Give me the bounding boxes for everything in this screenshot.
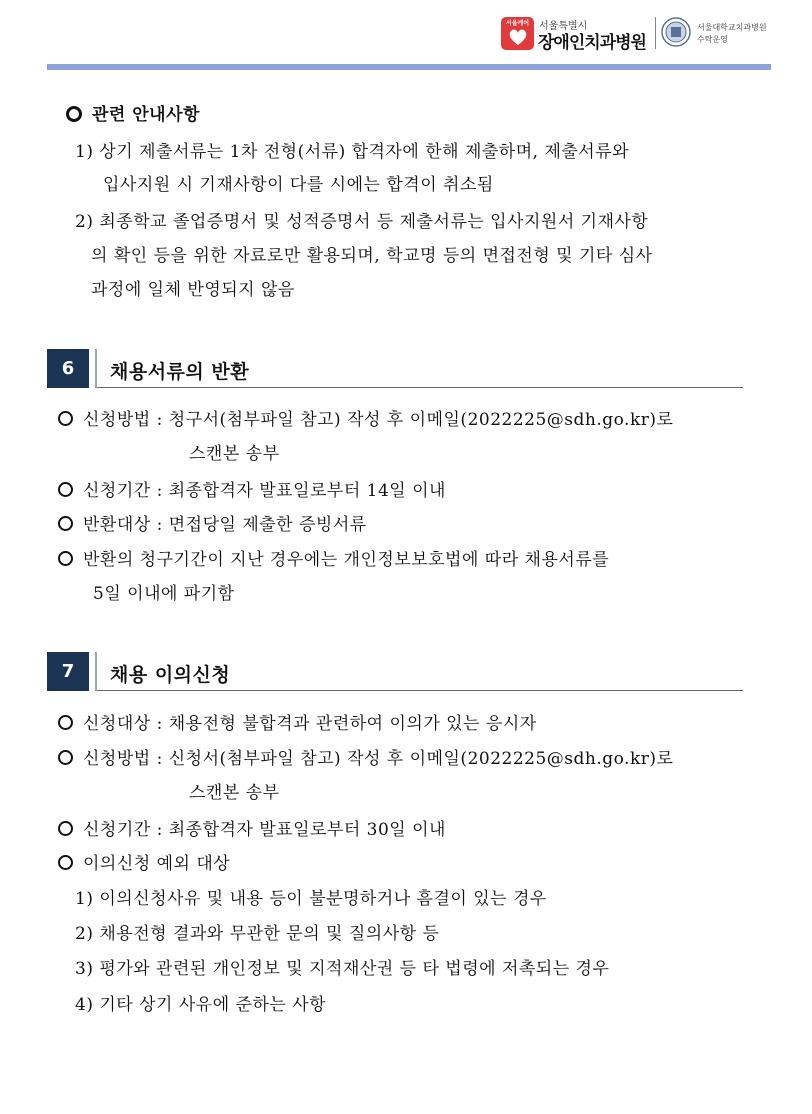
section7-b3-text: 신청기간 : 최종합격자 발표일로부터 30일 이내: [83, 820, 446, 840]
notice-title: 관련 안내사항: [92, 105, 200, 125]
section6-bar: [95, 349, 97, 388]
logo-hospital-name: 장애인치과병원: [538, 33, 646, 53]
circle-bullet-icon: [58, 715, 73, 730]
page-header: [0, 0, 812, 64]
university-seal-icon: [661, 17, 691, 47]
section7-title: 채용 이의신청: [110, 664, 231, 686]
circle-bullet-icon: [58, 516, 73, 531]
notice-item2-line3: 과정에 일체 반영되지 않음: [91, 280, 295, 300]
circle-bullet-icon: [58, 411, 73, 426]
section6-title: 채용서류의 반환: [110, 361, 250, 383]
section6-bullet-2: [58, 476, 446, 501]
notice-title-row: [66, 100, 200, 125]
logo-divider: [655, 17, 656, 49]
section6-b1-line2: 스캔본 송부: [189, 444, 280, 464]
section7-number: 7: [47, 652, 89, 691]
section6-b2-text: 신청기간 : 최종합격자 발표일로부터 14일 이내: [83, 481, 446, 501]
section7-bullet-2: [58, 744, 673, 769]
heart-logo-icon: [501, 17, 534, 50]
section6-rule: [97, 387, 743, 388]
notice-item2-line2: 의 확인 등을 위한 자료로만 활용되며, 학교명 등의 면접전형 및 기타 심사: [91, 246, 653, 266]
section7-sub-4: 4) 기타 상기 사유에 준하는 사항: [75, 995, 327, 1015]
notice-item2-line1: 2) 최종학교 졸업증명서 및 성적증명서 등 제출서류는 입사지원서 기재사항: [75, 212, 649, 232]
section7-sub-3: 3) 평가와 관련된 개인정보 및 지적재산권 등 타 법령에 저촉되는 경우: [75, 959, 610, 979]
logo2-line1: 서울대학교치과병원: [697, 23, 767, 32]
section6-bullet-4: [58, 545, 609, 570]
circle-bullet-icon: [58, 821, 73, 836]
section6-b3-text: 반환대상 : 면접당일 제출한 증빙서류: [83, 515, 367, 535]
section7-bullet-4: [58, 849, 230, 874]
circle-bullet-icon: [58, 750, 73, 765]
logo2-line2: 수탁운영: [697, 35, 728, 44]
circle-bullet-icon: [58, 855, 73, 870]
hospital-logo: [501, 17, 653, 53]
section7-b2-line2: 스캔본 송부: [189, 783, 280, 803]
circle-bullet-icon: [66, 106, 82, 122]
logo-subtitle: 서울특별시: [539, 21, 588, 32]
heart-logo-text: 서울케어: [505, 20, 530, 27]
section7-bullet-3: [58, 815, 446, 840]
section7-sub-1: 1) 이의신청사유 및 내용 등이 불분명하거나 흠결이 있는 경우: [75, 889, 547, 909]
section7-b1-text: 신청대상 : 채용전형 불합격과 관련하여 이의가 있는 응시자: [83, 714, 537, 734]
section7-bullet-1: [58, 709, 537, 734]
section6-number: 6: [47, 349, 89, 388]
top-divider: [47, 64, 771, 70]
section6-b4-line2: 5일 이내에 파기함: [93, 584, 235, 604]
section7-bar: [95, 652, 97, 691]
circle-bullet-icon: [58, 482, 73, 497]
section6-b4-text: 반환의 청구기간이 지난 경우에는 개인정보보호법에 따라 채용서류를: [83, 550, 610, 570]
heart-icon: [508, 27, 528, 47]
section7-b2-text: 신청방법 : 신청서(첨부파일 참고) 작성 후 이메일(2022225@sdh.go.kr)로: [83, 749, 674, 769]
notice-item1-line1: 1) 상기 제출서류는 1차 전형(서류) 합격자에 한해 제출하며, 제출서류와: [75, 142, 630, 162]
section7-rule: [97, 690, 743, 691]
notice-item1-line2: 입사지원 시 기재사항이 다를 시에는 합격이 취소됨: [103, 175, 494, 195]
circle-bullet-icon: [58, 551, 73, 566]
section6-b1-text: 신청방법 : 청구서(첨부파일 참고) 작성 후 이메일(2022225@sdh.go.kr)로: [83, 410, 674, 430]
section7-sub-2: 2) 채용전형 결과와 무관한 문의 및 질의사항 등: [75, 924, 440, 944]
section6-bullet-3: [58, 510, 367, 535]
section7-b4-text: 이의신청 예외 대상: [83, 854, 231, 874]
section6-bullet-1: [58, 405, 673, 430]
